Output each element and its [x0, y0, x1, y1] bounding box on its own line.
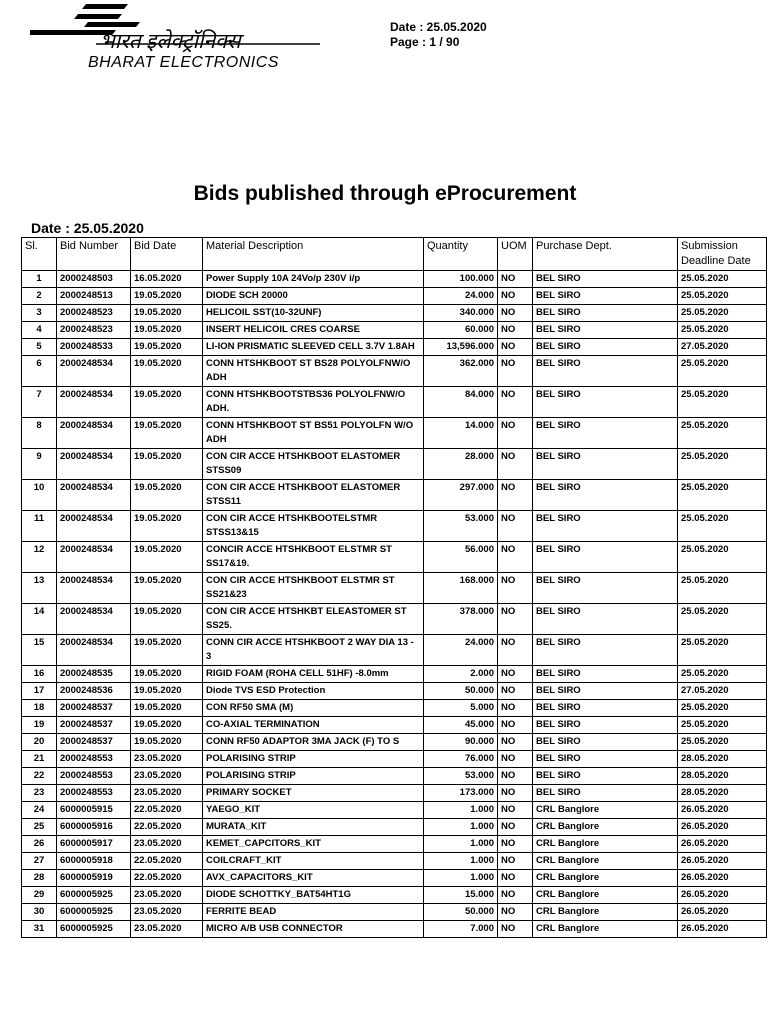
cell-material-description: CONN CIR ACCE HTSHKBOOT 2 WAY DIA 13 - 3 [203, 635, 424, 666]
cell-bid-date: 19.05.2020 [131, 339, 203, 356]
cell-material-description: CON CIR ACCE HTSHKBOOT ELASTOMER STSS09 [203, 449, 424, 480]
cell-sl: 3 [22, 305, 57, 322]
bids-table [21, 237, 767, 938]
table-row [22, 322, 767, 339]
cell-uom: NO [498, 751, 533, 768]
col-quantity: Quantity [424, 238, 498, 271]
table-row [22, 700, 767, 717]
cell-submission-deadline: 25.05.2020 [678, 511, 767, 542]
cell-quantity: 45.000 [424, 717, 498, 734]
table-row [22, 288, 767, 305]
cell-uom: NO [498, 921, 533, 938]
cell-bid-number: 2000248553 [57, 768, 131, 785]
table-row [22, 271, 767, 288]
cell-submission-deadline: 28.05.2020 [678, 751, 767, 768]
cell-sl: 18 [22, 700, 57, 717]
cell-material-description: KEMET_CAPCITORS_KIT [203, 836, 424, 853]
cell-material-description: LI-ION PRISMATIC SLEEVED CELL 3.7V 1.8AH [203, 339, 424, 356]
cell-bid-number: 6000005916 [57, 819, 131, 836]
cell-material-description: CON CIR ACCE HTSHKBOOT ELASTOMER STSS11 [203, 480, 424, 511]
cell-sl: 13 [22, 573, 57, 604]
cell-uom: NO [498, 288, 533, 305]
cell-bid-date: 19.05.2020 [131, 305, 203, 322]
cell-purchase-dept: BEL SIRO [533, 305, 678, 322]
cell-quantity: 5.000 [424, 700, 498, 717]
cell-bid-date: 19.05.2020 [131, 717, 203, 734]
table-row [22, 836, 767, 853]
cell-material-description: AVX_CAPACITORS_KIT [203, 870, 424, 887]
logo-hindi-text: भारत इलेक्ट्रॉनिक्स [100, 29, 241, 53]
cell-submission-deadline: 25.05.2020 [678, 666, 767, 683]
cell-sl: 21 [22, 751, 57, 768]
cell-material-description: CO-AXIAL TERMINATION [203, 717, 424, 734]
table-row [22, 418, 767, 449]
table-row [22, 904, 767, 921]
cell-purchase-dept: BEL SIRO [533, 511, 678, 542]
table-header-row [22, 238, 767, 271]
cell-bid-number: 2000248535 [57, 666, 131, 683]
cell-uom: NO [498, 356, 533, 387]
cell-sl: 8 [22, 418, 57, 449]
cell-sl: 14 [22, 604, 57, 635]
cell-sl: 31 [22, 921, 57, 938]
cell-quantity: 1.000 [424, 802, 498, 819]
cell-bid-date: 23.05.2020 [131, 768, 203, 785]
table-row [22, 785, 767, 802]
cell-quantity: 2.000 [424, 666, 498, 683]
report-date: Date : 25.05.2020 [31, 220, 144, 236]
cell-bid-number: 2000248513 [57, 288, 131, 305]
cell-uom: NO [498, 700, 533, 717]
col-sl: Sl. [22, 238, 57, 271]
col-material-description: Material Description [203, 238, 424, 271]
cell-bid-number: 2000248523 [57, 305, 131, 322]
cell-material-description: CON CIR ACCE HTSHKBOOTELSTMR STSS13&15 [203, 511, 424, 542]
cell-purchase-dept: BEL SIRO [533, 480, 678, 511]
cell-uom: NO [498, 635, 533, 666]
cell-quantity: 100.000 [424, 271, 498, 288]
cell-uom: NO [498, 480, 533, 511]
cell-quantity: 53.000 [424, 511, 498, 542]
cell-purchase-dept: BEL SIRO [533, 604, 678, 635]
cell-material-description: DIODE SCH 20000 [203, 288, 424, 305]
cell-bid-number: 2000248534 [57, 387, 131, 418]
cell-submission-deadline: 26.05.2020 [678, 887, 767, 904]
cell-bid-number: 2000248537 [57, 700, 131, 717]
table-row [22, 734, 767, 751]
cell-bid-date: 23.05.2020 [131, 904, 203, 921]
cell-purchase-dept: BEL SIRO [533, 322, 678, 339]
table-row [22, 751, 767, 768]
table-row [22, 387, 767, 418]
cell-purchase-dept: BEL SIRO [533, 635, 678, 666]
cell-uom: NO [498, 734, 533, 751]
cell-bid-number: 2000248534 [57, 573, 131, 604]
cell-quantity: 1.000 [424, 819, 498, 836]
cell-bid-number: 2000248534 [57, 480, 131, 511]
cell-bid-date: 23.05.2020 [131, 836, 203, 853]
cell-sl: 1 [22, 271, 57, 288]
cell-bid-date: 19.05.2020 [131, 573, 203, 604]
cell-uom: NO [498, 819, 533, 836]
table-row [22, 683, 767, 700]
cell-quantity: 53.000 [424, 768, 498, 785]
cell-purchase-dept: BEL SIRO [533, 734, 678, 751]
cell-bid-number: 2000248537 [57, 717, 131, 734]
table-row [22, 542, 767, 573]
cell-uom: NO [498, 418, 533, 449]
cell-submission-deadline: 26.05.2020 [678, 870, 767, 887]
cell-bid-number: 6000005925 [57, 904, 131, 921]
cell-bid-number: 2000248534 [57, 449, 131, 480]
col-uom: UOM [498, 238, 533, 271]
logo-english-text: BHARAT ELECTRONICS [88, 54, 279, 68]
cell-uom: NO [498, 271, 533, 288]
cell-bid-number: 2000248534 [57, 418, 131, 449]
cell-uom: NO [498, 511, 533, 542]
cell-purchase-dept: CRL Banglore [533, 819, 678, 836]
cell-sl: 7 [22, 387, 57, 418]
cell-sl: 25 [22, 819, 57, 836]
cell-sl: 5 [22, 339, 57, 356]
cell-sl: 22 [22, 768, 57, 785]
cell-submission-deadline: 25.05.2020 [678, 449, 767, 480]
cell-material-description: CON RF50 SMA (M) [203, 700, 424, 717]
cell-submission-deadline: 25.05.2020 [678, 418, 767, 449]
cell-material-description: FERRITE BEAD [203, 904, 424, 921]
cell-quantity: 90.000 [424, 734, 498, 751]
cell-sl: 2 [22, 288, 57, 305]
cell-material-description: DIODE SCHOTTKY_BAT54HT1G [203, 887, 424, 904]
cell-sl: 28 [22, 870, 57, 887]
cell-material-description: MICRO A/B USB CONNECTOR [203, 921, 424, 938]
cell-quantity: 15.000 [424, 887, 498, 904]
table-row [22, 635, 767, 666]
cell-uom: NO [498, 387, 533, 418]
col-submission-deadline: Submission Deadline Date [678, 238, 767, 271]
cell-submission-deadline: 26.05.2020 [678, 921, 767, 938]
cell-bid-number: 2000248534 [57, 542, 131, 573]
table-row [22, 717, 767, 734]
cell-bid-date: 19.05.2020 [131, 734, 203, 751]
cell-purchase-dept: CRL Banglore [533, 853, 678, 870]
cell-sl: 4 [22, 322, 57, 339]
cell-bid-date: 23.05.2020 [131, 921, 203, 938]
cell-submission-deadline: 25.05.2020 [678, 271, 767, 288]
cell-bid-number: 6000005915 [57, 802, 131, 819]
cell-quantity: 340.000 [424, 305, 498, 322]
cell-bid-date: 19.05.2020 [131, 666, 203, 683]
col-purchase-dept: Purchase Dept. [533, 238, 678, 271]
cell-material-description: CON CIR ACCE HTSHKBOOT ELSTMR ST SS21&23 [203, 573, 424, 604]
cell-submission-deadline: 25.05.2020 [678, 305, 767, 322]
cell-purchase-dept: BEL SIRO [533, 666, 678, 683]
cell-bid-date: 22.05.2020 [131, 802, 203, 819]
cell-material-description: PRIMARY SOCKET [203, 785, 424, 802]
table-row [22, 819, 767, 836]
cell-uom: NO [498, 853, 533, 870]
cell-purchase-dept: BEL SIRO [533, 339, 678, 356]
cell-submission-deadline: 25.05.2020 [678, 717, 767, 734]
cell-sl: 12 [22, 542, 57, 573]
cell-bid-date: 19.05.2020 [131, 604, 203, 635]
cell-quantity: 362.000 [424, 356, 498, 387]
cell-submission-deadline: 28.05.2020 [678, 768, 767, 785]
cell-bid-date: 19.05.2020 [131, 511, 203, 542]
cell-bid-date: 19.05.2020 [131, 449, 203, 480]
cell-bid-number: 6000005918 [57, 853, 131, 870]
cell-purchase-dept: CRL Banglore [533, 836, 678, 853]
cell-bid-date: 23.05.2020 [131, 785, 203, 802]
cell-uom: NO [498, 573, 533, 604]
cell-sl: 30 [22, 904, 57, 921]
cell-bid-date: 22.05.2020 [131, 870, 203, 887]
cell-bid-number: 2000248533 [57, 339, 131, 356]
cell-uom: NO [498, 305, 533, 322]
cell-bid-date: 19.05.2020 [131, 683, 203, 700]
cell-submission-deadline: 25.05.2020 [678, 288, 767, 305]
cell-purchase-dept: BEL SIRO [533, 418, 678, 449]
cell-bid-date: 19.05.2020 [131, 387, 203, 418]
cell-bid-date: 22.05.2020 [131, 853, 203, 870]
cell-bid-number: 2000248503 [57, 271, 131, 288]
cell-sl: 20 [22, 734, 57, 751]
cell-bid-date: 23.05.2020 [131, 751, 203, 768]
cell-purchase-dept: BEL SIRO [533, 449, 678, 480]
cell-purchase-dept: BEL SIRO [533, 542, 678, 573]
header-meta [390, 20, 487, 50]
cell-submission-deadline: 25.05.2020 [678, 480, 767, 511]
cell-sl: 15 [22, 635, 57, 666]
bel-logo-icon [30, 4, 330, 68]
cell-quantity: 1.000 [424, 853, 498, 870]
cell-submission-deadline: 25.05.2020 [678, 322, 767, 339]
table-row [22, 921, 767, 938]
cell-quantity: 1.000 [424, 870, 498, 887]
cell-quantity: 24.000 [424, 635, 498, 666]
table-row [22, 604, 767, 635]
cell-sl: 9 [22, 449, 57, 480]
cell-quantity: 50.000 [424, 904, 498, 921]
table-row [22, 573, 767, 604]
cell-bid-number: 2000248523 [57, 322, 131, 339]
col-bid-date: Bid Date [131, 238, 203, 271]
cell-quantity: 28.000 [424, 449, 498, 480]
cell-submission-deadline: 26.05.2020 [678, 802, 767, 819]
cell-quantity: 50.000 [424, 683, 498, 700]
table-row [22, 870, 767, 887]
cell-bid-date: 19.05.2020 [131, 322, 203, 339]
cell-sl: 26 [22, 836, 57, 853]
cell-material-description: COILCRAFT_KIT [203, 853, 424, 870]
cell-bid-date: 16.05.2020 [131, 271, 203, 288]
table-row [22, 768, 767, 785]
cell-purchase-dept: BEL SIRO [533, 700, 678, 717]
cell-submission-deadline: 25.05.2020 [678, 734, 767, 751]
cell-bid-date: 19.05.2020 [131, 480, 203, 511]
table-row [22, 887, 767, 904]
cell-uom: NO [498, 683, 533, 700]
table-row [22, 853, 767, 870]
cell-purchase-dept: BEL SIRO [533, 356, 678, 387]
cell-uom: NO [498, 604, 533, 635]
cell-quantity: 60.000 [424, 322, 498, 339]
cell-uom: NO [498, 802, 533, 819]
cell-sl: 10 [22, 480, 57, 511]
cell-uom: NO [498, 322, 533, 339]
cell-material-description: CONN HTSHKBOOT ST BS28 POLYOLFNW/O ADH [203, 356, 424, 387]
cell-sl: 16 [22, 666, 57, 683]
cell-material-description: RIGID FOAM (ROHA CELL 51HF) -8.0mm [203, 666, 424, 683]
cell-uom: NO [498, 339, 533, 356]
page-title: Bids published through eProcurement [193, 182, 577, 205]
table-row [22, 356, 767, 387]
table-body [22, 271, 767, 938]
cell-submission-deadline: 26.05.2020 [678, 904, 767, 921]
table-row [22, 511, 767, 542]
cell-bid-number: 2000248534 [57, 604, 131, 635]
cell-bid-number: 6000005919 [57, 870, 131, 887]
cell-sl: 29 [22, 887, 57, 904]
cell-bid-date: 19.05.2020 [131, 356, 203, 387]
cell-purchase-dept: CRL Banglore [533, 870, 678, 887]
cell-quantity: 13,596.000 [424, 339, 498, 356]
cell-quantity: 7.000 [424, 921, 498, 938]
cell-sl: 27 [22, 853, 57, 870]
cell-quantity: 14.000 [424, 418, 498, 449]
table-row [22, 449, 767, 480]
cell-bid-number: 2000248536 [57, 683, 131, 700]
cell-bid-number: 6000005917 [57, 836, 131, 853]
cell-submission-deadline: 25.05.2020 [678, 604, 767, 635]
cell-uom: NO [498, 785, 533, 802]
cell-material-description: HELICOIL SST(10-32UNF) [203, 305, 424, 322]
cell-material-description: MURATA_KIT [203, 819, 424, 836]
cell-submission-deadline: 25.05.2020 [678, 356, 767, 387]
cell-bid-date: 19.05.2020 [131, 542, 203, 573]
cell-uom: NO [498, 870, 533, 887]
header-page: Page : 1 / 90 [390, 35, 460, 49]
cell-material-description: INSERT HELICOIL CRES COARSE [203, 322, 424, 339]
cell-quantity: 1.000 [424, 836, 498, 853]
cell-submission-deadline: 27.05.2020 [678, 683, 767, 700]
cell-bid-number: 2000248534 [57, 635, 131, 666]
cell-purchase-dept: BEL SIRO [533, 785, 678, 802]
cell-material-description: Diode TVS ESD Protection [203, 683, 424, 700]
cell-submission-deadline: 25.05.2020 [678, 573, 767, 604]
cell-uom: NO [498, 542, 533, 573]
cell-bid-number: 2000248553 [57, 785, 131, 802]
cell-submission-deadline: 26.05.2020 [678, 819, 767, 836]
cell-submission-deadline: 26.05.2020 [678, 836, 767, 853]
cell-bid-number: 2000248534 [57, 356, 131, 387]
cell-submission-deadline: 25.05.2020 [678, 700, 767, 717]
cell-purchase-dept: BEL SIRO [533, 768, 678, 785]
cell-purchase-dept: BEL SIRO [533, 717, 678, 734]
cell-uom: NO [498, 717, 533, 734]
cell-uom: NO [498, 836, 533, 853]
cell-bid-number: 2000248534 [57, 511, 131, 542]
cell-bid-date: 23.05.2020 [131, 887, 203, 904]
cell-quantity: 173.000 [424, 785, 498, 802]
cell-purchase-dept: BEL SIRO [533, 387, 678, 418]
cell-uom: NO [498, 904, 533, 921]
cell-uom: NO [498, 887, 533, 904]
cell-sl: 23 [22, 785, 57, 802]
table-row [22, 339, 767, 356]
cell-bid-date: 22.05.2020 [131, 819, 203, 836]
cell-bid-date: 19.05.2020 [131, 288, 203, 305]
cell-quantity: 56.000 [424, 542, 498, 573]
cell-sl: 17 [22, 683, 57, 700]
cell-bid-number: 2000248553 [57, 751, 131, 768]
cell-purchase-dept: BEL SIRO [533, 573, 678, 604]
cell-bid-number: 2000248537 [57, 734, 131, 751]
cell-purchase-dept: CRL Banglore [533, 904, 678, 921]
cell-purchase-dept: CRL Banglore [533, 921, 678, 938]
bel-logo [30, 4, 330, 68]
cell-purchase-dept: BEL SIRO [533, 271, 678, 288]
cell-purchase-dept: CRL Banglore [533, 802, 678, 819]
cell-material-description: CONN HTSHKBOOTSTBS36 POLYOLFNW/O ADH. [203, 387, 424, 418]
cell-material-description: CONN HTSHKBOOT ST BS51 POLYOLFN W/O ADH [203, 418, 424, 449]
cell-bid-date: 19.05.2020 [131, 700, 203, 717]
cell-sl: 6 [22, 356, 57, 387]
cell-material-description: CONN RF50 ADAPTOR 3MA JACK (F) TO S [203, 734, 424, 751]
cell-sl: 24 [22, 802, 57, 819]
cell-material-description: CONCIR ACCE HTSHKBOOT ELSTMR ST SS17&19. [203, 542, 424, 573]
cell-material-description: POLARISING STRIP [203, 751, 424, 768]
table-row [22, 666, 767, 683]
table-row [22, 802, 767, 819]
cell-quantity: 76.000 [424, 751, 498, 768]
cell-sl: 11 [22, 511, 57, 542]
cell-uom: NO [498, 449, 533, 480]
cell-sl: 19 [22, 717, 57, 734]
cell-submission-deadline: 25.05.2020 [678, 542, 767, 573]
cell-material-description: YAEGO_KIT [203, 802, 424, 819]
table-row [22, 305, 767, 322]
cell-quantity: 378.000 [424, 604, 498, 635]
cell-quantity: 168.000 [424, 573, 498, 604]
cell-bid-number: 6000005925 [57, 921, 131, 938]
cell-submission-deadline: 25.05.2020 [678, 635, 767, 666]
cell-quantity: 297.000 [424, 480, 498, 511]
cell-quantity: 24.000 [424, 288, 498, 305]
cell-purchase-dept: BEL SIRO [533, 288, 678, 305]
cell-uom: NO [498, 768, 533, 785]
cell-material-description: Power Supply 10A 24Vo/p 230V i/p [203, 271, 424, 288]
cell-uom: NO [498, 666, 533, 683]
header-date: Date : 25.05.2020 [390, 20, 487, 34]
table-row [22, 480, 767, 511]
cell-bid-date: 19.05.2020 [131, 418, 203, 449]
cell-submission-deadline: 26.05.2020 [678, 853, 767, 870]
cell-submission-deadline: 28.05.2020 [678, 785, 767, 802]
col-bid-number: Bid Number [57, 238, 131, 271]
cell-material-description: CON CIR ACCE HTSHKBT ELEASTOMER ST SS25. [203, 604, 424, 635]
cell-bid-date: 19.05.2020 [131, 635, 203, 666]
cell-quantity: 84.000 [424, 387, 498, 418]
cell-purchase-dept: BEL SIRO [533, 683, 678, 700]
cell-submission-deadline: 27.05.2020 [678, 339, 767, 356]
cell-material-description: POLARISING STRIP [203, 768, 424, 785]
cell-submission-deadline: 25.05.2020 [678, 387, 767, 418]
cell-bid-number: 6000005925 [57, 887, 131, 904]
cell-purchase-dept: CRL Banglore [533, 887, 678, 904]
cell-purchase-dept: BEL SIRO [533, 751, 678, 768]
